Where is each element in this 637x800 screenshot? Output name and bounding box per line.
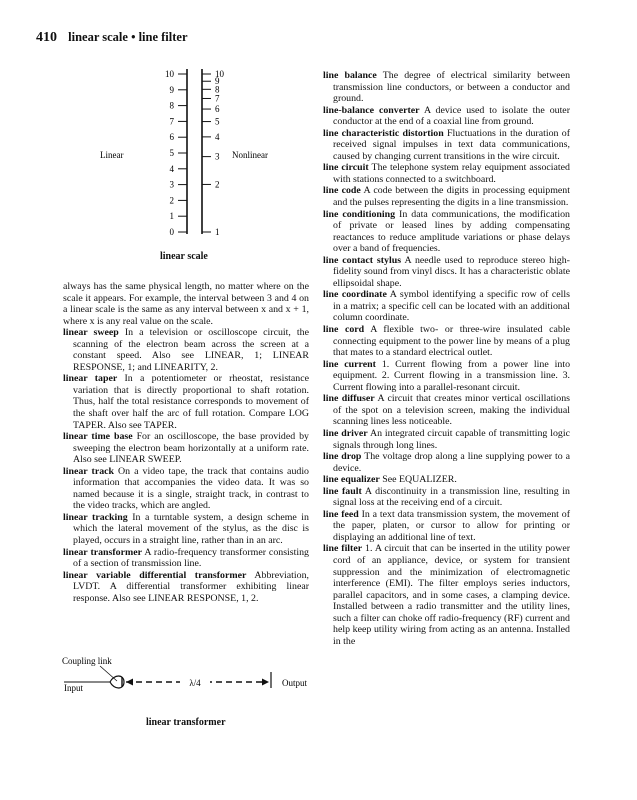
entry-definition: See EQUALIZER.: [382, 474, 457, 486]
entry-term: line driver: [323, 427, 368, 439]
entry-definition: A flexible two- or three-wire insulated cable connecting equipment to the power line by means of a plug that mates to a standard electrical outlet.: [333, 324, 570, 359]
linear-transformer-diagram: [60, 652, 320, 696]
entry-term: line drop: [323, 451, 362, 463]
dictionary-entry: [63, 512, 309, 547]
entry-definition: In a text data transmission system, the movement of the paper, platen, or cursor to allow for printing or displaying an additional line of text.: [333, 508, 570, 543]
entry-term: line feed: [323, 508, 359, 520]
dictionary-entry: [323, 474, 570, 486]
left-column: [63, 281, 309, 604]
linear-tick-label: 8: [169, 100, 174, 111]
dictionary-entry: [323, 70, 570, 105]
lambda-label: λ/4: [189, 678, 201, 688]
nonlinear-tick-label: 8: [215, 84, 220, 95]
dictionary-entry: [323, 359, 570, 394]
dictionary-entry: [323, 255, 570, 290]
page-header: [36, 30, 188, 46]
linear-tick-label: 7: [169, 116, 174, 127]
entry-definition: In a turntable system, a design scheme in which the lateral movement of the stylus, as the disc is played, occurs in a straight line, rather than in an arc.: [73, 511, 309, 547]
entry-continuation: [63, 281, 309, 327]
entry-definition: A circuit that creates minor vertical oscillations of the spot on a television screen, making the individual scanning lines less noticeable.: [333, 393, 571, 428]
left-arrow-icon: [126, 679, 133, 686]
linear-transformer-caption: linear transformer: [146, 717, 226, 728]
entry-definition: always has the same physical length, no matter where on the scale it appears. For example, the interval between 3 and 4 on a linear scale is the same as any interval between x and x + 1, where x is any real value on the scale.: [63, 281, 309, 327]
coupling-link-label: Coupling link: [62, 656, 112, 666]
entry-definition: For an oscilloscope, the base provided by sweeping the electron beam horizontally at a uniform rate. Also see LINEAR SWEEP.: [73, 431, 309, 466]
right-arrow-icon: [262, 679, 269, 686]
entry-term: line-balance converter: [323, 104, 420, 116]
entry-term: line code: [323, 185, 361, 197]
dictionary-entry: [323, 185, 570, 208]
entry-term: line diffuser: [323, 393, 375, 405]
entry-term: line cord: [323, 324, 365, 336]
linear-tick-label: 3: [169, 179, 174, 190]
dictionary-entry: [323, 105, 570, 128]
dictionary-entry: [63, 431, 309, 466]
dictionary-entry: [63, 373, 309, 431]
nonlinear-tick-label: 10: [215, 69, 224, 79]
entry-definition: Fluctuations in the duration of received signal impulses in text data communications, caused by changing current transitions in the wire circuit.: [333, 127, 570, 162]
dictionary-entry: [63, 547, 309, 570]
entry-term: line coordinate: [323, 289, 387, 301]
nonlinear-tick-label: 9: [215, 76, 220, 87]
dictionary-entry: [323, 209, 570, 255]
entry-term: line filter: [323, 543, 363, 555]
entry-definition: A symbol identifying a specific row of cells in a matrix; a specific cell can be located with an additional column coordinate.: [333, 289, 570, 324]
linear-tick-label: 5: [169, 148, 174, 158]
entry-definition: A needle used to reproduce stereo high-fidelity sound from vinyl discs. It has a characteristic oblate ellipsoidal shape.: [333, 254, 570, 289]
entry-term: linear track: [63, 465, 115, 477]
entry-term: linear time base: [63, 431, 133, 443]
entry-definition: 1. A circuit that can be inserted in the utility power cord of an appliance, device, or system for transient suppression and the minimization of electromagnetic interference (EMI). The filter employs series inductors, parallel capacitors, and in some cases, a clamping device. Installed between a radio transmitter and the utility lines, such a filter can choke off radio-frequency (RF) current and help keep utility wiring from acting as an antenna. Installed in the: [333, 543, 571, 647]
entry-definition: 1. Current flowing from a power line into equipment. 2. Current flowing in a transmission line. 3. Current flowing into a parallel-resonant circuit.: [333, 358, 571, 393]
nonlinear-label: Nonlinear: [232, 150, 268, 160]
entry-definition: In a television or oscilloscope circuit, the scanning of the electron beam across the screen at a constant speed. Also see LINEAR, 1; LINEAR RESPONSE, 1; and LINEARITY, 2.: [73, 327, 309, 373]
entry-term: line circuit: [323, 162, 369, 174]
entry-term: line contact stylus: [323, 254, 402, 266]
coupling-leader-line: [100, 666, 117, 681]
linear-scale-figure: [90, 64, 300, 244]
output-label: Output: [282, 678, 308, 688]
dictionary-entry: [63, 466, 309, 512]
entry-term: line fault: [323, 485, 362, 497]
dictionary-entry: [323, 324, 570, 359]
dictionary-entry: [323, 428, 570, 451]
entry-definition: An integrated circuit capable of transmitting logic signals through long lines.: [333, 427, 570, 451]
nonlinear-tick-label: 5: [215, 116, 220, 127]
entry-definition: Abbreviation, LVDT. A differential transformer exhibiting linear response. Also see LINEAR RESPONSE, 1, 2.: [73, 569, 309, 604]
entry-term: linear sweep: [63, 327, 119, 339]
entry-definition: The degree of electrical similarity between transmission line conductors, or between a conductor and ground.: [333, 70, 571, 105]
dictionary-entry: [323, 289, 570, 324]
right-column: [323, 70, 570, 647]
entry-definition: A code between the digits in processing equipment and the pulses representing the digits in a line transmission.: [333, 185, 570, 209]
dictionary-entry: [323, 451, 570, 474]
entry-term: linear variable differential transformer: [63, 569, 247, 581]
nonlinear-tick-label: 4: [215, 131, 220, 142]
nonlinear-tick-label: 1: [215, 227, 220, 237]
dictionary-entry: [63, 570, 309, 605]
entry-term: line conditioning: [323, 208, 396, 220]
nonlinear-tick-label: 6: [215, 104, 220, 115]
entry-term: line equalizer: [323, 474, 380, 486]
entry-definition: On a video tape, the track that contains audio information that accompanies the video data. It was so named because it is a single, straight track, in contrast to the video tracks, which are angled.: [73, 465, 309, 512]
dictionary-entry: [323, 393, 570, 428]
dictionary-entry: [323, 509, 570, 544]
entry-definition: A device used to isolate the outer conductor at the end of a coaxial line from ground.: [333, 104, 570, 128]
linear-tick-label: 1: [169, 211, 174, 222]
entry-definition: The voltage drop along a line supplying power to a device.: [333, 451, 570, 474]
entry-definition: A radio-frequency transformer consisting of a section of transmission line.: [73, 546, 309, 570]
linear-tick-label: 2: [169, 195, 174, 206]
entry-term: line balance: [323, 70, 377, 81]
entry-definition: In data communications, the modification of private or leased lines by adding compensating reactances to reduce amplitude variations or phase delays over a band of frequencies.: [333, 208, 570, 255]
running-title: linear scale • line filter: [68, 30, 188, 44]
entry-term: line characteristic distortion: [323, 127, 444, 139]
linear-scale-caption: linear scale: [160, 251, 208, 262]
dictionary-entry: [323, 162, 570, 185]
linear-tick-label: 10: [165, 69, 174, 79]
linear-tick-label: 9: [169, 84, 174, 95]
input-label: Input: [64, 683, 83, 693]
dictionary-entry: [63, 327, 309, 373]
linear-scale-diagram: [90, 64, 300, 244]
entry-definition: A discontinuity in a transmission line, resulting in signal loss at the receiving end of a circuit.: [333, 485, 570, 509]
dictionary-entry: [323, 486, 570, 509]
linear-tick-label: 0: [169, 227, 174, 237]
nonlinear-tick-label: 7: [215, 93, 220, 104]
entry-definition: The telephone system relay equipment associated with stations connected to a switchboard.: [333, 162, 570, 185]
nonlinear-tick-label: 2: [215, 179, 220, 190]
linear-label: Linear: [100, 150, 124, 160]
entry-term: line current: [323, 358, 376, 370]
page-number: 410: [36, 30, 57, 45]
entry-term: linear tracking: [63, 511, 128, 523]
nonlinear-tick-label: 3: [215, 151, 220, 162]
dictionary-entry: [323, 543, 570, 647]
linear-tick-label: 4: [169, 163, 174, 174]
entry-definition: In a potentiometer or rheostat, resistance variation that is directly proportional to shaft rotation. Thus, half the total resistance corresponds to movement of the shaft over half the arc of full rotation. Compare LOG TAPER. Also see TAPER.: [73, 373, 310, 431]
entry-term: linear taper: [63, 373, 118, 385]
linear-transformer-figure: [60, 652, 320, 696]
entry-term: linear transformer: [63, 546, 142, 558]
dictionary-entry: [323, 128, 570, 163]
linear-tick-label: 6: [169, 132, 174, 143]
